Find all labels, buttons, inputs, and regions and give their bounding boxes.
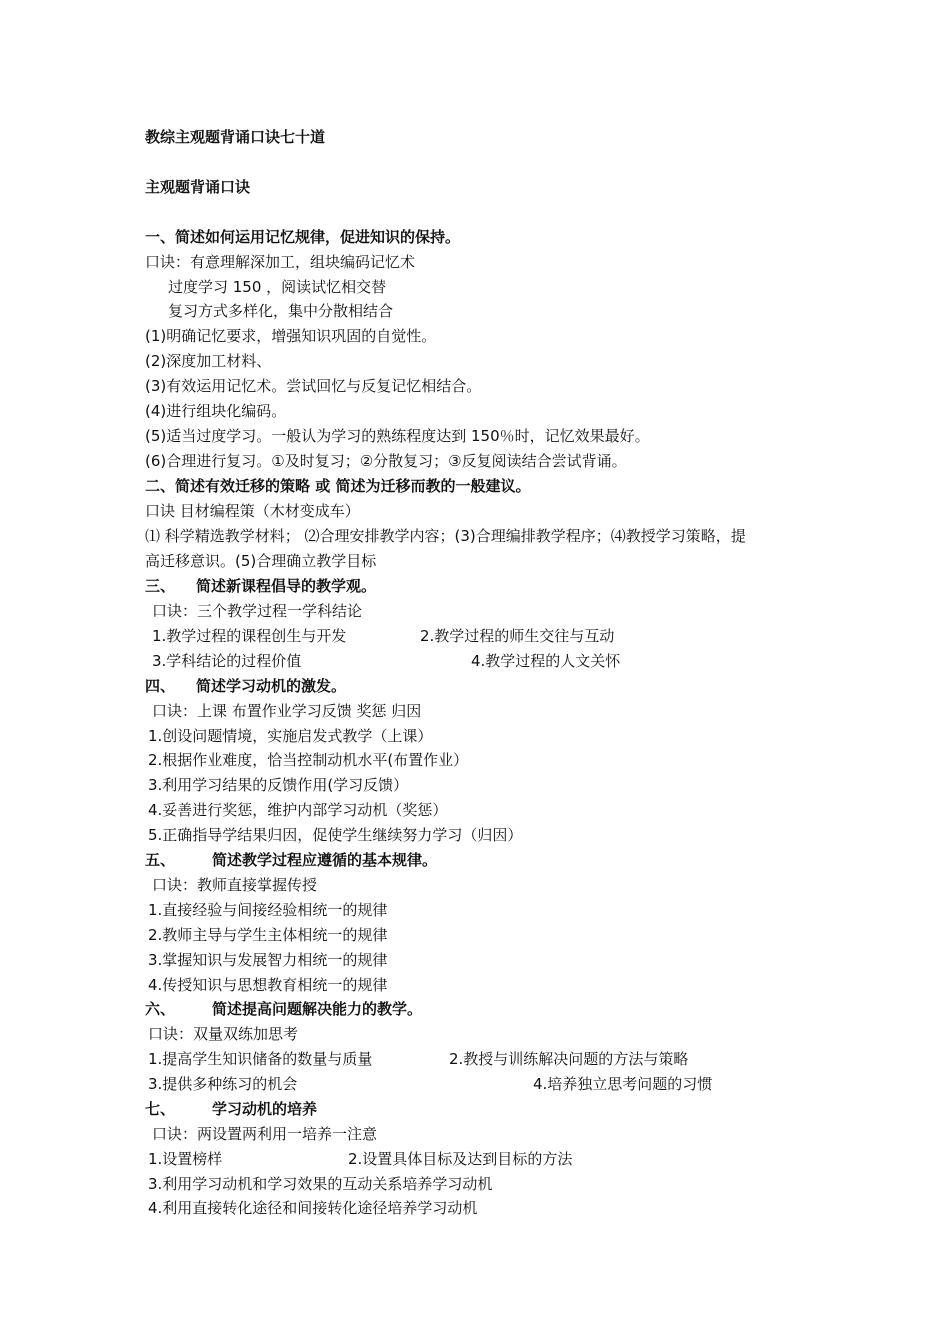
section-6-item: 4.培养独立思考问题的习惯 xyxy=(533,1075,713,1093)
section-6-item: 1.提高学生知识储备的数量与质量 xyxy=(148,1050,373,1068)
section-4-number: 四、 xyxy=(145,677,176,695)
section-1-mnemonic-line: 口诀：有意理解深加工，组块编码记忆术 xyxy=(145,253,416,271)
section-1-heading: 一、简述如何运用记忆规律，促进知识的保持。 xyxy=(145,228,461,246)
section-5-item: 3.掌握知识与发展智力相统一的规律 xyxy=(148,951,388,969)
section-1-item: (4)进行组块化编码。 xyxy=(145,402,287,420)
section-1-item: (3)有效运用记忆术。尝试回忆与反复记忆相结合。 xyxy=(145,377,482,395)
section-3-item: 3.学科结论的过程价值 xyxy=(152,652,302,670)
section-5-number: 五、 xyxy=(145,851,176,869)
section-2-heading: 二、简述有效迁移的策略 或 简述为迁移而教的一般建议。 xyxy=(145,477,531,495)
section-1-mnemonic-line: 复习方式多样化，集中分散相结合 xyxy=(168,302,394,320)
section-6-item: 2.教授与训练解决问题的方法与策略 xyxy=(449,1050,689,1068)
section-7-title: 学习动机的培养 xyxy=(212,1100,318,1118)
section-5-item: 2.教师主导与学生主体相统一的规律 xyxy=(148,926,388,944)
section-5-item: 4.传授知识与思想教育相统一的规律 xyxy=(148,976,388,994)
section-6-item: 3.提供多种练习的机会 xyxy=(148,1075,298,1093)
section-4-title: 简述学习动机的激发。 xyxy=(196,677,347,695)
section-7-item: 3.利用学习动机和学习效果的互动关系培养学习动机 xyxy=(148,1175,493,1193)
section-1-item: (6)合理进行复习。①及时复习；②分散复习；③反复阅读结合尝试背诵。 xyxy=(145,452,627,470)
section-3-item: 1.教学过程的课程创生与开发 xyxy=(152,627,347,645)
section-1-item: (2)深度加工材料、 xyxy=(145,352,272,370)
section-5-mnemonic: 口诀：教师直接掌握传授 xyxy=(152,876,318,894)
section-3-number: 三、 xyxy=(145,577,176,595)
section-4-item: 1.创设问题情境，实施启发式教学（上课） xyxy=(148,727,433,745)
section-5-title: 简述教学过程应遵循的基本规律。 xyxy=(212,851,438,869)
section-2-body-line: 高迁移意识。(5)合理确立教学目标 xyxy=(145,552,377,570)
section-4-item: 2.根据作业难度，恰当控制动机水平(布置作业） xyxy=(148,751,469,769)
section-6-number: 六、 xyxy=(145,1000,176,1018)
section-3-mnemonic: 口诀：三个教学过程一学科结论 xyxy=(152,602,363,620)
section-6-title: 简述提高问题解决能力的教学。 xyxy=(212,1000,423,1018)
section-3-title: 简述新课程倡导的教学观。 xyxy=(196,577,377,595)
section-3-item: 2.教学过程的师生交往与互动 xyxy=(420,627,615,645)
section-7-number: 七、 xyxy=(145,1100,176,1118)
section-6-mnemonic: 口诀：双量双练加思考 xyxy=(148,1025,299,1043)
document-subtitle: 主观题背诵口诀 xyxy=(145,178,251,196)
section-7-mnemonic: 口诀：两设置两利用一培养一注意 xyxy=(152,1125,378,1143)
section-7-item: 2.设置具体目标及达到目标的方法 xyxy=(348,1150,573,1168)
section-4-item: 5.正确指导学结果归因，促使学生继续努力学习（归因） xyxy=(148,826,523,844)
section-1-item: (1)明确记忆要求，增强知识巩固的自觉性。 xyxy=(145,327,437,345)
section-3-item: 4.教学过程的人文关怀 xyxy=(471,652,621,670)
section-5-item: 1.直接经验与间接经验相统一的规律 xyxy=(148,901,388,919)
section-4-mnemonic: 口诀：上课 布置作业学习反馈 奖惩 归因 xyxy=(152,702,422,720)
section-7-item: 1.设置榜样 xyxy=(148,1150,223,1168)
document-title: 教综主观题背诵口诀七十道 xyxy=(145,128,326,146)
section-7-item: 4.利用直接转化途径和间接转化途径培养学习动机 xyxy=(148,1199,478,1217)
section-2-body-line: ⑴ 科学精选教学材料； ⑵合理安排教学内容；(3)合理编排教学程序；⑷教授学习策略，提 xyxy=(145,527,746,545)
section-4-item: 3.利用学习结果的反馈作用(学习反馈） xyxy=(148,776,409,794)
section-1-item: (5)适当过度学习。一般认为学习的熟练程度达到 150％时，记忆效果最好。 xyxy=(145,427,650,445)
section-1-mnemonic-line: 过度学习 150 ，阅读试忆相交替 xyxy=(168,278,387,296)
section-4-item: 4.妥善进行奖惩，维护内部学习动机（奖惩） xyxy=(148,801,448,819)
section-2-mnemonic: 口诀 目材编程策（木材变成车） xyxy=(145,502,360,520)
